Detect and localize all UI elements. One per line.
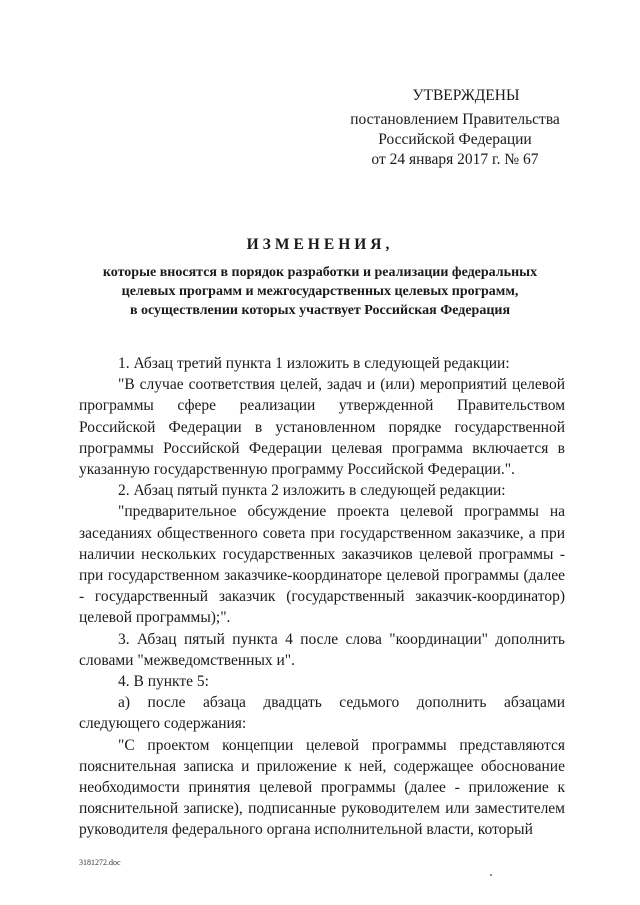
document-title: ИЗМЕНЕНИЯ, [246,236,394,253]
approval-title: УТВЕРЖДЕНЫ [412,87,520,104]
paragraph: 1. Абзац третий пункта 1 изложить в следующей редакции: [118,355,510,372]
paragraph: 4. В пункте 5: [118,673,209,691]
scan-dot [490,874,492,876]
approval-line-3: от 24 января 2017 г. № 67 [371,151,539,168]
paragraph: "С проектом концепции целевой программы представляются пояснительная записка и приложение к ней, содержащее обоснование необходимости принятия целевой программы (далее - приложение к пояснительной записке), подписанные руководителем или заместителем руководителя федерального органа исполнительной власти, который [79,736,565,839]
paragraph: 3. Абзац пятый пункта 4 после слова "координации" дополнить словами "межведомственных и". [79,630,565,669]
paragraph: 2. Абзац пятый пункта 2 изложить в следующей редакции: [118,482,506,500]
paragraph: "В случае соответствия целей, задач и (или) мероприятий целевой программы сфере реализации утвержденной Правительством Российской Федерации в установленном порядке государственной программы Российской Федерации целевая программа включается в указанную государственную программу Российской Федерации.". [79,376,565,479]
paragraph: "предварительное обсуждение проекта целевой программы на заседаниях общественного совета при государственном заказчике, а при наличии нескольких государственных заказчиков целевой программы - при государственном заказчике-координаторе целевой программы (далее - государственный заказчик (государственный заказчик-координатор) целевой программы);". [79,503,565,627]
document-file-code: 3181272.doc [79,858,121,867]
document-heading [60,236,580,320]
paragraph: а) после абзаца двадцать седьмого дополнить абзацами следующего содержания: [79,694,565,733]
document-subtitle-line-3: в осуществлении которых участвует Российская Федерация [129,303,511,318]
approval-line-1: постановлением Правительства [350,111,560,128]
approval-line-2: Российской Федерации [378,131,532,148]
document-subtitle-line-2: целевых программ и межгосударственных целевых программ, [121,284,519,299]
document-body [79,353,565,841]
document-subtitle-line-1: которые вносятся в порядок разработки и реализации федеральных [102,265,538,280]
approval-stamp [340,86,570,170]
